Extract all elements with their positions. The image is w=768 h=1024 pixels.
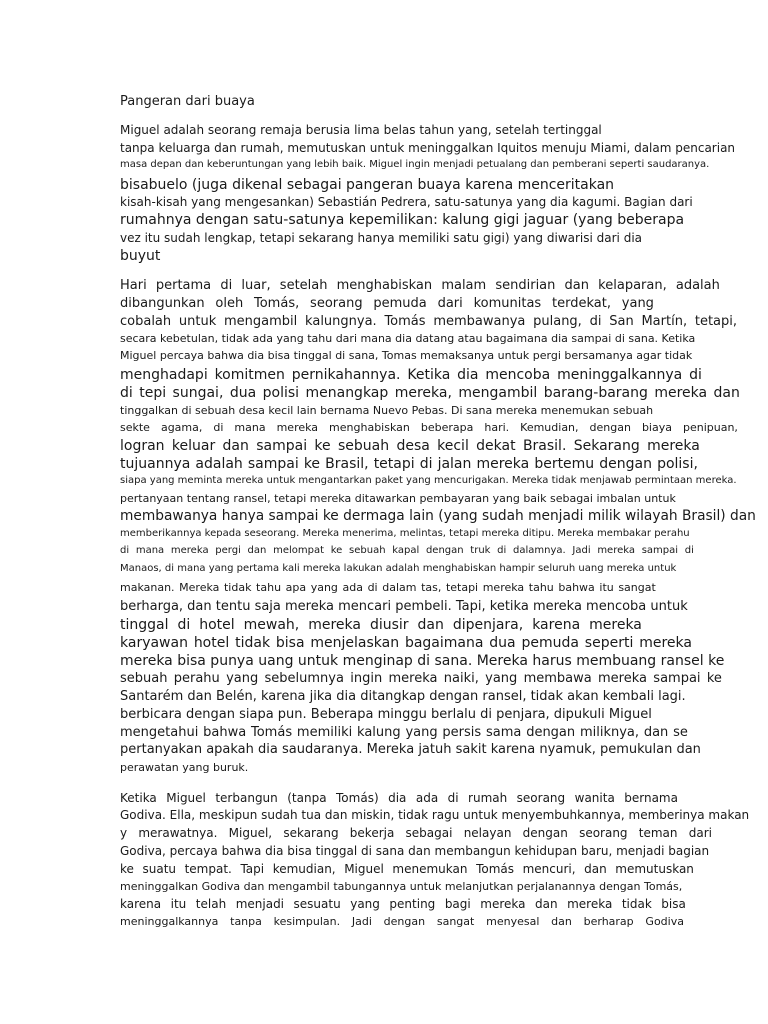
paragraph-line: logran keluar dan sampai ke sebuah desa kecil dekat Brasil. Sekarang mereka <box>120 438 700 454</box>
paragraph-line: berbicara dengan siapa pun. Beberapa minggu berlalu di penjara, dipukuli Miguel <box>120 707 652 722</box>
paragraph-line: meninggalkannya tanpa kesimpulan. Jadi dengan sangat menyesal dan berharap Godiva <box>120 915 684 928</box>
paragraph-line: di tepi sungai, dua polisi menangkap mereka, mengambil barang-barang mereka dan <box>120 385 740 401</box>
document-title: Pangeran dari buaya <box>120 94 255 109</box>
paragraph-line: masa depan dan keberuntungan yang lebih baik. Miguel ingin menjadi petualang dan pemberani seperti saudaranya. <box>120 159 710 170</box>
paragraph-line: tinggalkan di sebuah desa kecil lain bernama Nuevo Pebas. Di sana mereka menemukan sebuah <box>120 404 654 417</box>
paragraph-line: vez itu sudah lengkap, tetapi sekarang hanya memiliki satu gigi) yang diwarisi dari dia <box>120 231 643 245</box>
paragraph-line: karena itu telah menjadi sesuatu yang penting bagi mereka dan mereka tidak bisa <box>120 897 686 911</box>
paragraph-line: mereka bisa punya uang untuk menginap di sana. Mereka harus membuang ransel ke <box>120 653 725 669</box>
paragraph-line: Miguel adalah seorang remaja berusia lima belas tahun yang, setelah tertinggal <box>120 123 602 137</box>
paragraph-line: pertanyakan apakah dia saudaranya. Mereka jatuh sakit karena nyamuk, pemukulan dan <box>120 742 701 757</box>
paragraph-line: tinggal di hotel mewah, mereka diusir dan dipenjara, karena mereka <box>120 617 642 633</box>
paragraph-line: Santarém dan Belén, karena jika dia ditangkap dengan ransel, tidak akan kembali lagi. <box>120 689 686 704</box>
paragraph-line: berharga, dan tentu saja mereka mencari pembeli. Tapi, ketika mereka mencoba untuk <box>120 599 688 614</box>
paragraph-line: buyut <box>120 248 161 264</box>
paragraph-line: y merawatnya. Miguel, sekarang bekerja sebagai nelayan dengan seorang teman dari <box>120 826 712 840</box>
paragraph-line: siapa yang meminta mereka untuk mengantarkan paket yang mencurigakan. Mereka tidak menjawab permintaan mereka. <box>120 475 737 486</box>
paragraph-line: pertanyaan tentang ransel, tetapi mereka ditawarkan pembayaran yang baik sebagai imbalan untuk <box>120 492 676 505</box>
paragraph-line: Manaos, di mana yang pertama kali mereka lakukan adalah menghabiskan hampir seluruh uang mereka untuk <box>120 563 677 574</box>
paragraph-line: Hari pertama di luar, setelah menghabiskan malam sendirian dan kelaparan, adalah <box>120 278 720 293</box>
paragraph-line: Ketika Miguel terbangun (tanpa Tomás) dia ada di rumah seorang wanita bernama <box>120 791 678 805</box>
paragraph-line: ke suatu tempat. Tapi kemudian, Miguel menemukan Tomás mencuri, dan memutuskan <box>120 862 694 876</box>
paragraph-line: sebuah perahu yang sebelumnya ingin mereka naiki, yang membawa mereka sampai ke <box>120 671 722 686</box>
paragraph-line: Miguel percaya bahwa dia bisa tinggal di sana, Tomas memaksanya untuk pergi bersamanya agar tidak <box>120 349 693 362</box>
paragraph-line: memberikannya kepada seseorang. Mereka menerima, melintas, tetapi mereka ditipu. Mereka membakar perahu <box>120 528 690 539</box>
paragraph-line: tujuannya adalah sampai ke Brasil, tetapi di jalan mereka bertemu dengan polisi, <box>120 456 698 472</box>
paragraph-line: tanpa keluarga dan rumah, memutuskan untuk meninggalkan Iquitos menuju Miami, dalam pencarian <box>120 141 736 155</box>
paragraph-line: karyawan hotel tidak bisa menjelaskan bagaimana dua pemuda seperti mereka <box>120 635 692 651</box>
paragraph-line: Godiva. Ella, meskipun sudah tua dan miskin, tidak ragu untuk menyembuhkannya, memberinya makan <box>120 808 750 822</box>
paragraph-line: kisah-kisah yang mengesankan) Sebastián Pedrera, satu-satunya yang dia kagumi. Bagian dari <box>120 195 693 209</box>
paragraph-line: bisabuelo (juga dikenal sebagai pangeran buaya karena menceritakan <box>120 177 615 193</box>
paragraph-line: cobalah untuk mengambil kalungnya. Tomás membawanya pulang, di San Martín, tetapi, <box>120 314 737 329</box>
paragraph-line: membawanya hanya sampai ke dermaga lain (yang sudah menjadi milik wilayah Brasil) dan <box>120 508 756 524</box>
paragraph-line: perawatan yang buruk. <box>120 761 249 774</box>
paragraph-line: rumahnya dengan satu-satunya kepemilikan: kalung gigi jaguar (yang beberapa <box>120 212 685 228</box>
paragraph-line: secara kebetulan, tidak ada yang tahu dari mana dia datang atau bagaimana dia sampai di sana. Ketika <box>120 332 696 345</box>
paragraph-line: makanan. Mereka tidak tahu apa yang ada di dalam tas, tetapi mereka tahu bahwa itu sangat <box>120 581 656 594</box>
paragraph-line: di mana mereka pergi dan melompat ke sebuah kapal dengan truk di dalamnya. Jadi mereka sampai di <box>120 545 694 556</box>
paragraph-line: Godiva, percaya bahwa dia bisa tinggal di sana dan membangun kehidupan baru, menjadi bagian <box>120 844 710 858</box>
paragraph-line: meninggalkan Godiva dan mengambil tabungannya untuk melanjutkan perjalanannya dengan Tomás, <box>120 880 683 893</box>
paragraph-line: dibangunkan oleh Tomás, seorang pemuda dari komunitas terdekat, yang <box>120 296 654 311</box>
paragraph-line: sekte agama, di mana mereka menghabiskan beberapa hari. Kemudian, dengan biaya penipuan, <box>120 421 738 434</box>
paragraph-line: menghadapi komitmen pernikahannya. Ketika dia mencoba meninggalkannya di <box>120 367 702 383</box>
paragraph-line: mengetahui bahwa Tomás memiliki kalung yang persis sama dengan miliknya, dan se <box>120 725 688 740</box>
